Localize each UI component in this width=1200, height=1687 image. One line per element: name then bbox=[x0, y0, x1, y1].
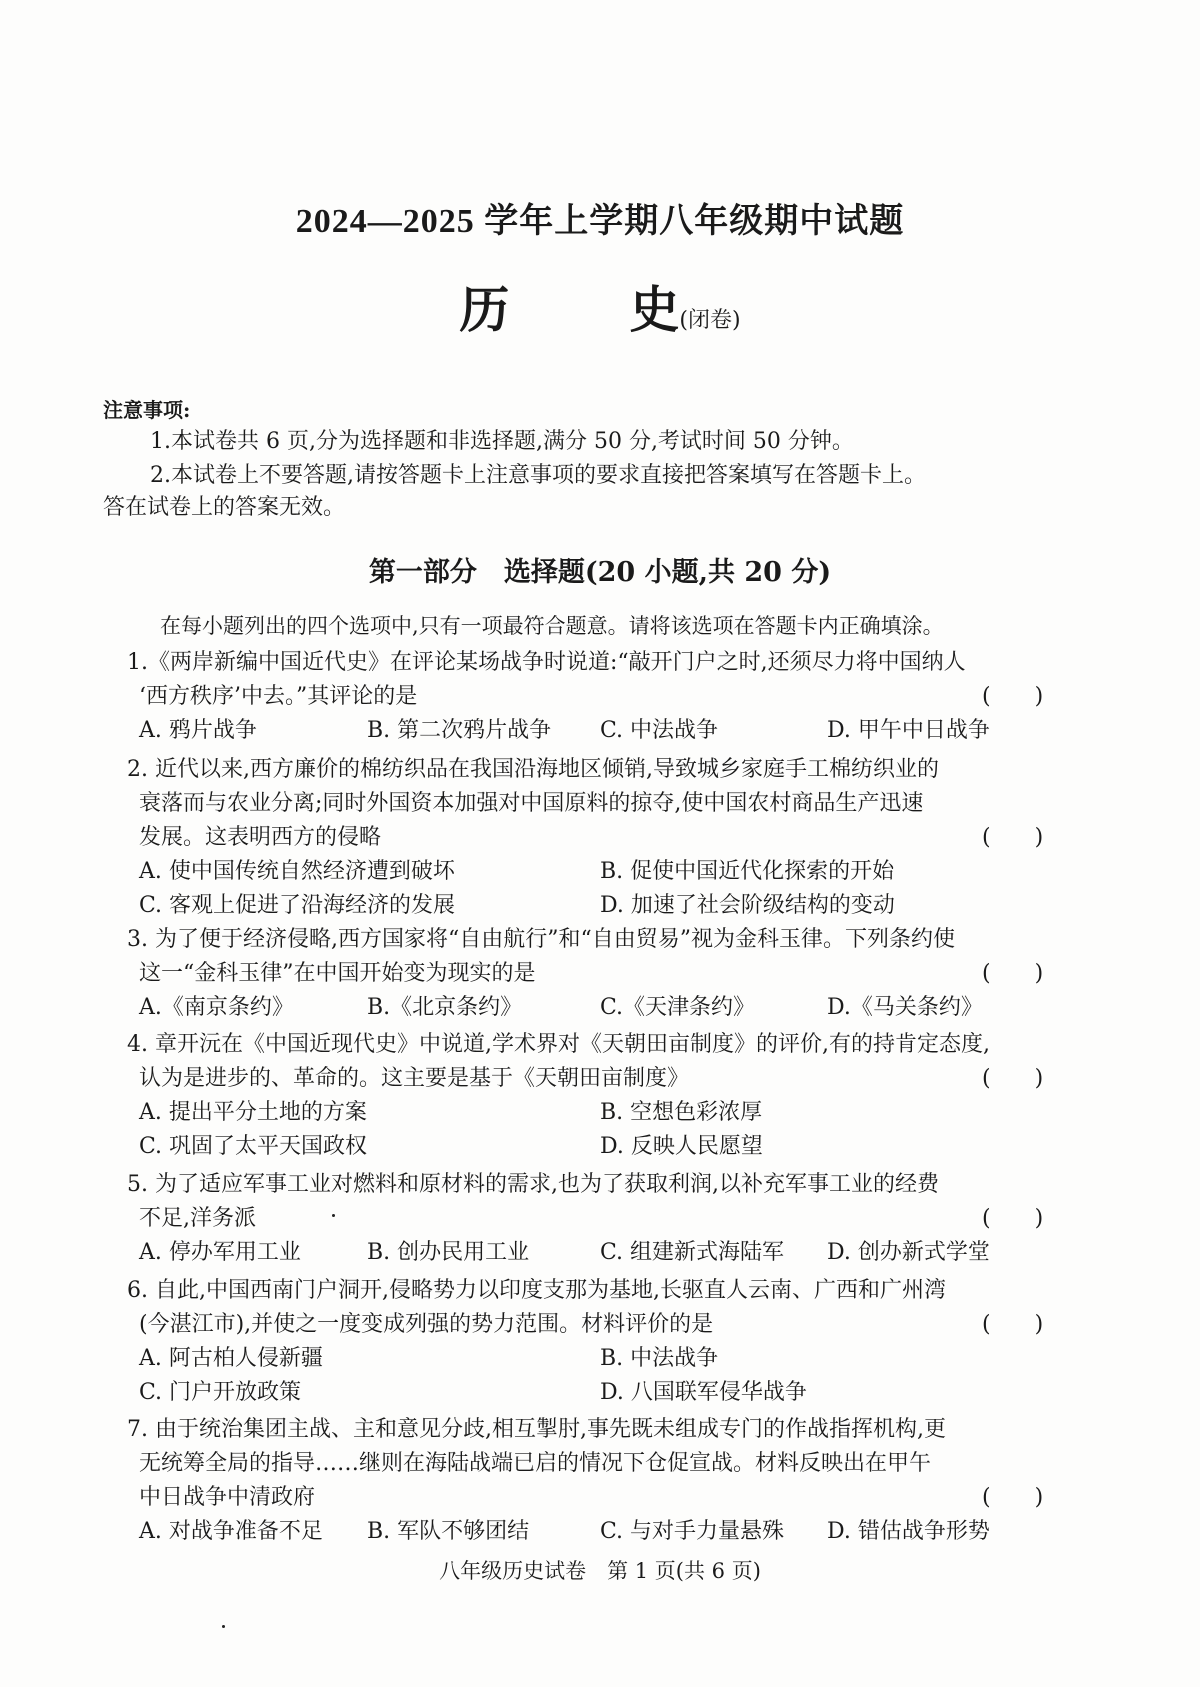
question-6-option-b: B. 中法战争 bbox=[600, 1346, 719, 1371]
answer-paren: ( ) bbox=[982, 1066, 1044, 1091]
question-7-stem: 7. 由于统治集团主战、主和意见分歧,相互掣肘,事先既未组成专门的作战指挥机构,更 bbox=[127, 1417, 946, 1442]
notes-title: 注意事项: bbox=[103, 398, 191, 422]
question-5-option-b: B. 创办民用工业 bbox=[367, 1240, 530, 1265]
question-7-option-b: B. 军队不够团结 bbox=[367, 1519, 530, 1544]
question-3-option-b: B.《北京条约》 bbox=[367, 995, 523, 1020]
note-line-2-cont: 答在试卷上的答案无效。 bbox=[103, 495, 346, 520]
question-6-stem: 6. 自此,中国西南门户洞开,侵略势力以印度支那为基地,长驱直人云南、广西和广州湾 bbox=[127, 1278, 946, 1303]
question-1-cont: ‘西方秩序’中去。”其评论的是 bbox=[139, 684, 418, 709]
note-line-2: 2.本试卷上不要答题,请按答题卡上注意事项的要求直接把答案填写在答题卡上。 bbox=[150, 463, 926, 488]
subject-title bbox=[0, 270, 1200, 342]
question-5-option-c: C. 组建新式海陆军 bbox=[600, 1240, 785, 1265]
question-7-option-d: D. 错估战争形势 bbox=[827, 1519, 990, 1544]
question-4-cont: 认为是进步的、革命的。这主要是基于《天朝田亩制度》 bbox=[139, 1066, 690, 1091]
question-7-option-c: C. 与对手力量悬殊 bbox=[600, 1519, 785, 1544]
question-1-option-d: D. 甲午中日战争 bbox=[827, 718, 990, 743]
subject-char-1: 历 bbox=[459, 280, 510, 339]
answer-paren: ( ) bbox=[982, 961, 1044, 986]
scan-speck bbox=[332, 1214, 335, 1217]
question-2-option-a: A. 使中国传统自然经济遭到破坏 bbox=[139, 859, 455, 884]
question-4-option-a: A. 提出平分土地的方案 bbox=[139, 1100, 367, 1125]
question-2-option-b: B. 促使中国近代化探索的开始 bbox=[600, 859, 895, 884]
question-5-option-d: D. 创办新式学堂 bbox=[827, 1240, 990, 1265]
question-3-stem: 3. 为了便于经济侵略,西方国家将“自由航行”和“自由贸易”视为金科玉律。下列条约使 bbox=[127, 927, 955, 952]
question-1-option-a: A. 鸦片战争 bbox=[139, 718, 257, 743]
note-line-1: 1.本试卷共 6 页,分为选择题和非选择题,满分 50 分,考试时间 50 分钟。 bbox=[150, 429, 854, 454]
question-2-cont: 衰落而与农业分离;同时外国资本加强对中国原料的掠夺,使中国农村商品生产迅速 bbox=[139, 791, 924, 816]
question-3-option-d: D.《马关条约》 bbox=[827, 995, 983, 1020]
question-4-stem: 4. 章开沅在《中国近现代史》中说道,学术界对《天朝田亩制度》的评价,有的持肯定态度, bbox=[127, 1032, 990, 1057]
answer-paren: ( ) bbox=[982, 1485, 1044, 1510]
closed-book-label: (闭卷) bbox=[679, 308, 741, 333]
question-3-cont: 这一“金科玉律”在中国开始变为现实的是 bbox=[139, 961, 536, 986]
answer-paren: ( ) bbox=[982, 1206, 1044, 1231]
subject-char-2: 史 bbox=[629, 280, 680, 339]
page-footer: 八年级历史试卷 第 1 页(共 6 页) bbox=[439, 1559, 761, 1583]
question-4-option-c: C. 巩固了太平天国政权 bbox=[139, 1134, 368, 1159]
question-6-option-a: A. 阿古柏人侵新疆 bbox=[139, 1346, 323, 1371]
question-1-stem: 1.《两岸新编中国近代史》在评论某场战争时说道:“敲开门户之时,还须尽力将中国纳人 bbox=[127, 650, 966, 675]
question-7-cont: 中日战争中清政府 bbox=[139, 1485, 316, 1510]
section-title: 第一部分 选择题(20 小题,共 20 分) bbox=[368, 557, 832, 588]
question-1-option-c: C. 中法战争 bbox=[600, 718, 719, 743]
question-3-option-a: A.《南京条约》 bbox=[139, 995, 294, 1020]
question-5-stem: 5. 为了适应军事工业对燃料和原材料的需求,也为了获取利润,以补充军事工业的经费 bbox=[127, 1172, 939, 1197]
answer-paren: ( ) bbox=[982, 825, 1044, 850]
question-1-option-b: B. 第二次鸦片战争 bbox=[367, 718, 552, 743]
question-5-cont: 不足,洋务派 bbox=[139, 1206, 256, 1231]
question-6-option-d: D. 八国联军侵华战争 bbox=[600, 1380, 807, 1405]
question-3-option-c: C.《天津条约》 bbox=[600, 995, 756, 1020]
question-2-option-c: C. 客观上促进了沿海经济的发展 bbox=[139, 893, 456, 918]
question-6-option-c: C. 门户开放政策 bbox=[139, 1380, 302, 1405]
answer-paren: ( ) bbox=[982, 1312, 1044, 1337]
question-7-option-a: A. 对战争准备不足 bbox=[139, 1519, 323, 1544]
answer-paren: ( ) bbox=[982, 684, 1044, 709]
question-7-cont: 无统筹全局的指导……继则在海陆战端已启的情况下仓促宣战。材料反映出在甲午 bbox=[139, 1451, 932, 1476]
question-2-cont: 发展。这表明西方的侵略 bbox=[139, 825, 382, 850]
scan-speck bbox=[222, 1625, 225, 1628]
exam-title: 2024—2025 学年上学期八年级期中试题 bbox=[295, 203, 905, 240]
section-instruction: 在每小题列出的四个选项中,只有一项最符合题意。请将该选项在答题卡内正确填涂。 bbox=[160, 614, 944, 638]
question-6-cont: (今湛江市),并使之一度变成列强的势力范围。材料评价的是 bbox=[139, 1312, 714, 1337]
question-5-option-a: A. 停办军用工业 bbox=[139, 1240, 301, 1265]
question-2-option-d: D. 加速了社会阶级结构的变动 bbox=[600, 893, 895, 918]
question-4-option-d: D. 反映人民愿望 bbox=[600, 1134, 763, 1159]
question-4-option-b: B. 空想色彩浓厚 bbox=[600, 1100, 763, 1125]
question-2-stem: 2. 近代以来,西方廉价的棉纺织品在我国沿海地区倾销,导致城乡家庭手工棉纺织业的 bbox=[127, 757, 939, 782]
